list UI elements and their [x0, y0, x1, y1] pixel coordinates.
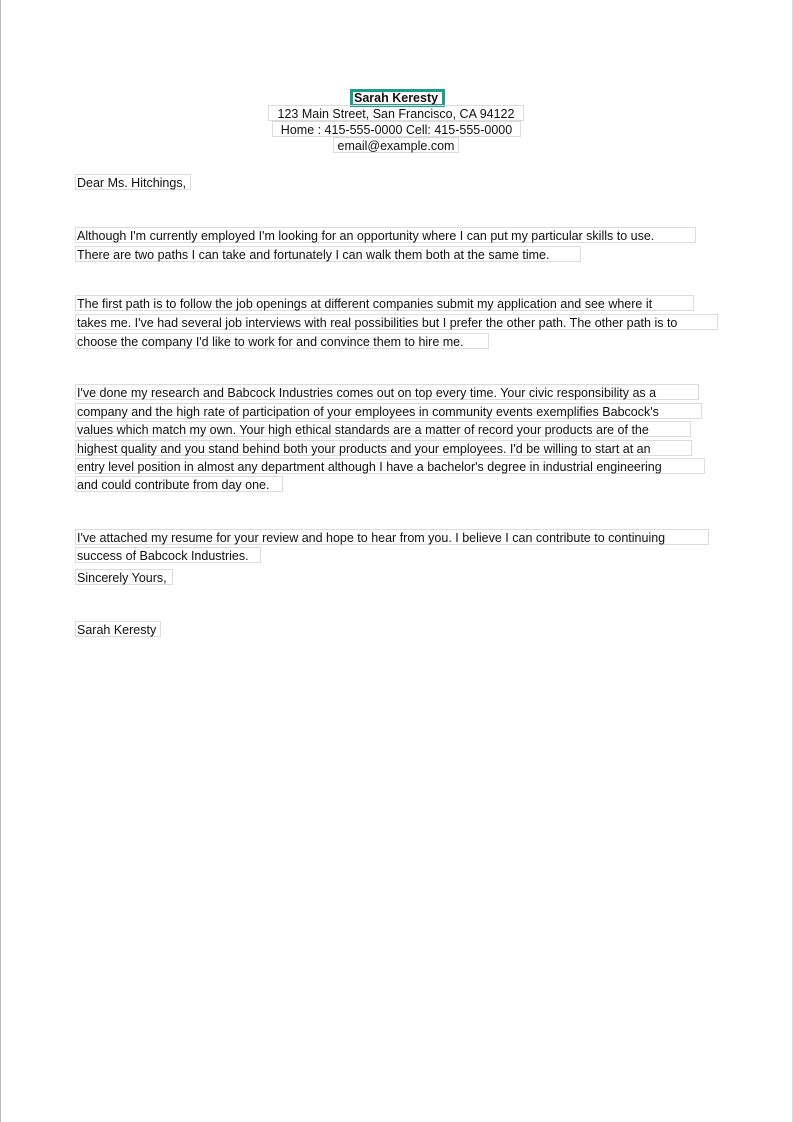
paragraph-4-line-1: I've attached my resume for your review and hope to hear from you. I believe I can contribute to continuing — [75, 529, 709, 545]
paragraph-4-line-2: success of Babcock Industries. — [75, 547, 261, 563]
paragraph-3-line-3: values which match my own. Your high ethical standards are a matter of record your products are of the — [75, 421, 691, 437]
paragraph-2-line-3: choose the company I'd like to work for and convince them to hire me. — [75, 333, 489, 349]
paragraph-3-line-1: I've done my research and Babcock Industries comes out on top every time. Your civic responsibility as a — [75, 384, 699, 400]
signature: Sarah Keresty — [75, 621, 161, 637]
salutation: Dear Ms. Hitchings, — [75, 174, 191, 190]
header-phones: Home : 415-555-0000 Cell: 415-555-0000 — [272, 121, 521, 137]
paragraph-1-line-1: Although I'm currently employed I'm looking for an opportunity where I can put my particular skills to use. — [75, 227, 696, 243]
paragraph-2-line-1: The first path is to follow the job openings at different companies submit my application and see where it — [75, 295, 694, 311]
paragraph-1-line-2: There are two paths I can take and fortunately I can walk them both at the same time. — [75, 246, 581, 262]
header-address: 123 Main Street, San Francisco, CA 94122 — [268, 105, 524, 121]
paragraph-2-line-2: takes me. I've had several job interviews with real possibilities but I prefer the other path. The other path is to — [75, 314, 718, 330]
paragraph-3-line-5: entry level position in almost any department although I have a bachelor's degree in industrial engineering — [75, 458, 705, 474]
header-email: email@example.com — [333, 137, 459, 153]
paragraph-3-line-2: company and the high rate of participation of your employees in community events exemplifies Babcock's — [75, 403, 702, 419]
header-name[interactable]: Sarah Keresty — [350, 89, 445, 107]
paragraph-3-line-6: and could contribute from day one. — [75, 476, 283, 492]
paragraph-3-line-4: highest quality and you stand behind both your products and your employees. I'd be willing to start at an — [75, 440, 692, 456]
page-edge-left — [0, 0, 1, 1122]
closing: Sincerely Yours, — [75, 569, 173, 585]
